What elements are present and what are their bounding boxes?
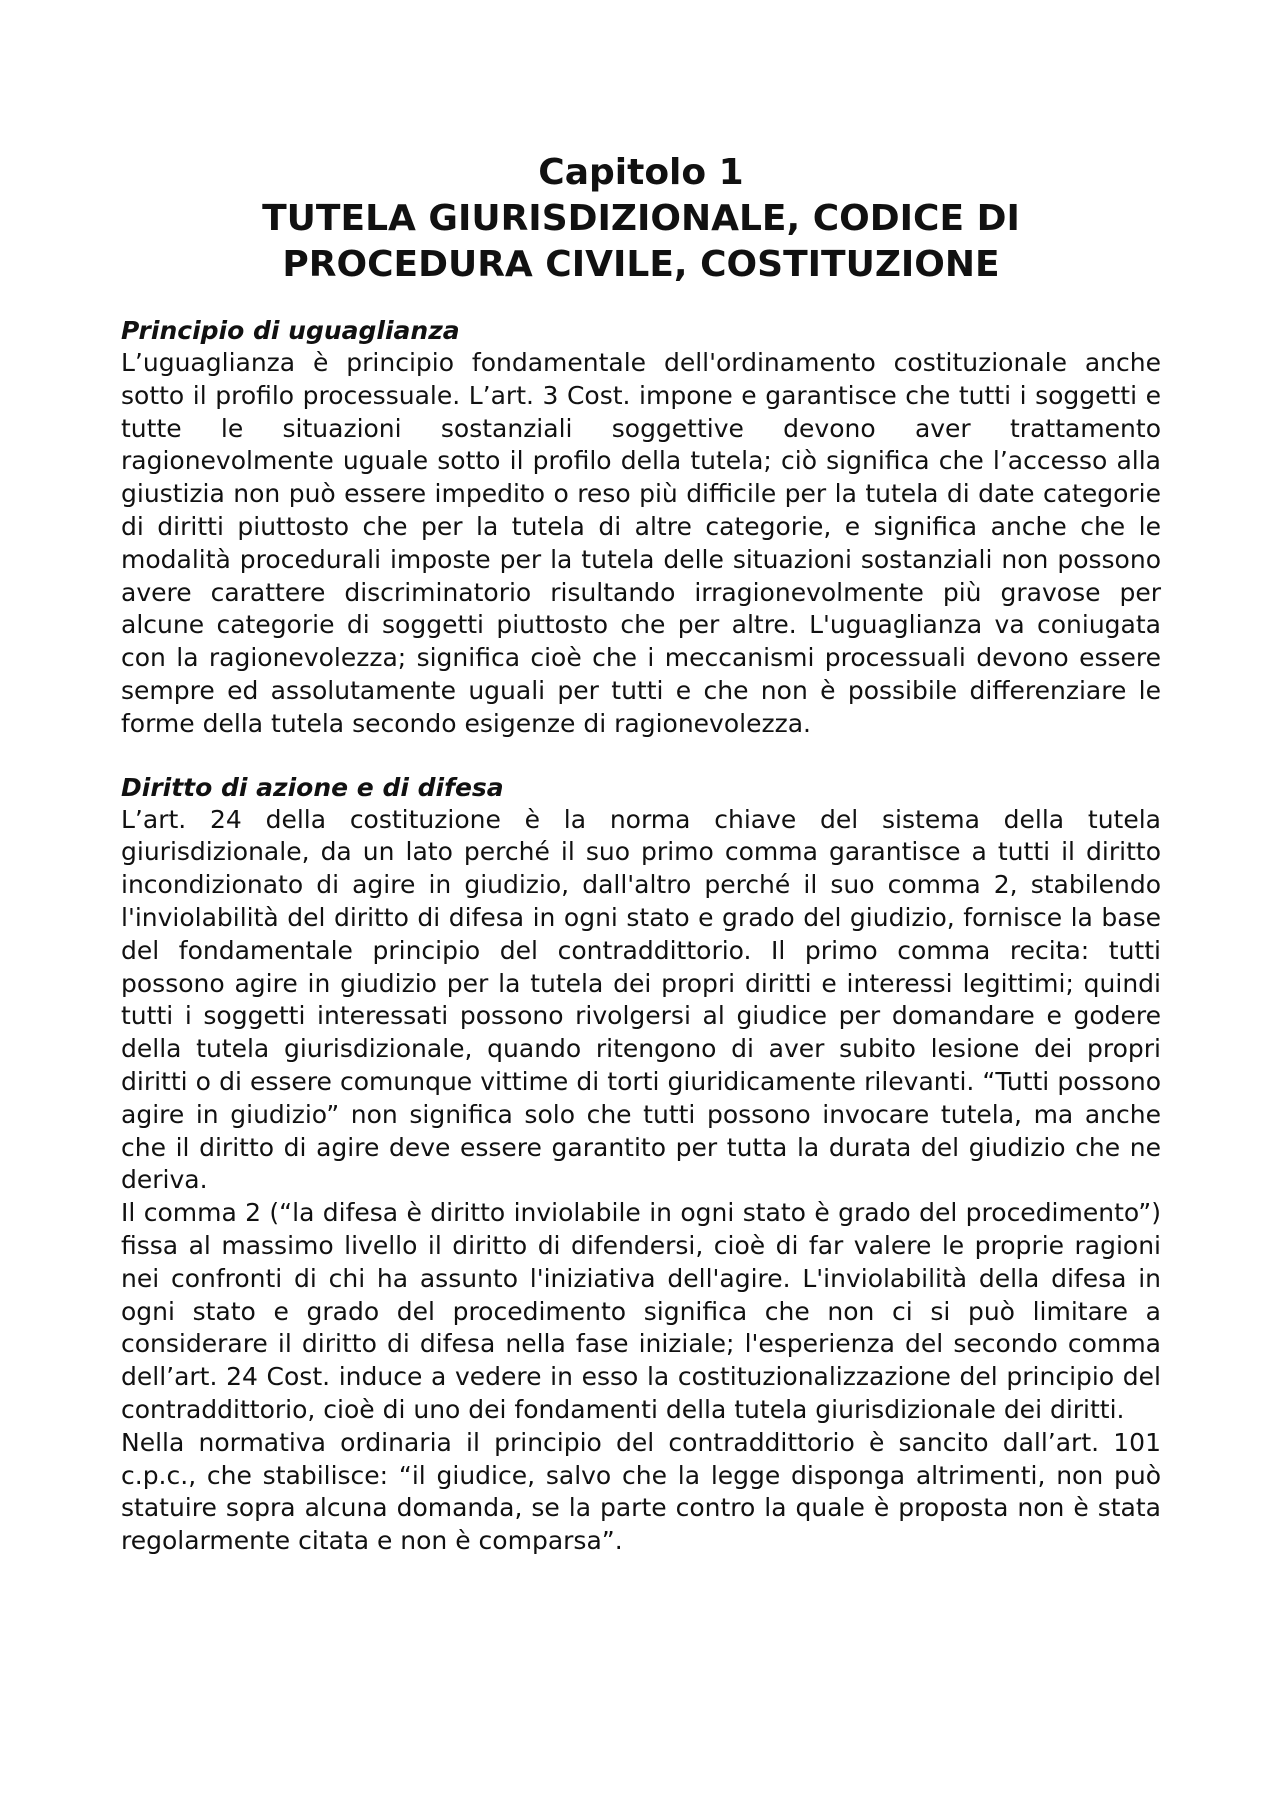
chapter-heading <box>121 150 1161 288</box>
paragraph: L’uguaglianza è principio fondamentale dell'ordinamento costituzionale anche sotto il profilo processuale. L’art. 3 Cost. impone e garantisce che tutti i soggetti e tutte le situazioni sostanziali soggettive devono aver trattamento ragionevolmente uguale sotto il profilo della tutela; ciò significa che l’accesso alla giustizia non può essere impedito o reso più difficile per la tutela di date categorie di diritti piuttosto che per la tutela di altre categorie, e significa anche che le modalità procedurali imposte per la tutela delle situazioni sostanziali non possono avere carattere discriminatorio risultando irragionevolmente più gravose per alcune categorie di soggetti piuttosto che per altre. L'uguaglianza va coniugata con la ragionevolezza; significa cioè che i meccanismi processuali devono essere sempre ed assolutamente uguali per tutti e che non è possibile differenziare le forme della tutela secondo esigenze di ragionevolezza. <box>121 348 1161 738</box>
paragraph: L’art. 24 della costituzione è la norma chiave del sistema della tutela giurisdizionale, da un lato perché il suo primo comma garantisce a tutti il diritto incondizionato di agire in giudizio, dall'altro perché il suo comma 2, stabilendo l'inviolabilità del diritto di difesa in ogni stato e grado del giudizio, fornisce la base del fondamentale principio del contraddittorio. Il primo comma recita: tutti possono agire in giudizio per la tutela dei propri diritti e interessi legittimi; quindi tutti i soggetti interessati possono rivolgersi al giudice per domandare e godere della tutela giurisdizionale, quando ritengono di aver subito lesione dei propri diritti o di essere comunque vittime di torti giuridicamente rilevanti. “Tutti possono agire in giudizio” non significa solo che tutti possono invocare tutela, ma anche che il diritto di agire deve essere garantito per tutta la durata del giudizio che ne deriva. <box>121 804 1161 1195</box>
chapter-title-line-2: PROCEDURA CIVILE, COSTITUZIONE <box>282 244 1000 285</box>
section-title: Principio di uguaglianza <box>121 316 460 345</box>
paragraph: Il comma 2 (“la difesa è diritto inviolabile in ogni stato è grado del procedimento”) fissa al massimo livello il diritto di difendersi, cioè di far valere le proprie ragioni nei confronti di chi ha assunto l'iniziativa dell'agire. L'inviolabilità della difesa in ogni stato e grado del procedimento significa che non ci si può limitare a considerare il diritto di difesa nella fase iniziale; l'esperienza del secondo comma dell’art. 24 Cost. induce a vedere in esso la costituzionalizzazione del principio del contraddittorio, cioè di uno dei fondamenti della tutela giurisdizionale dei diritti. <box>121 1198 1161 1424</box>
document-page <box>121 150 1161 1588</box>
section-diritto-azione-difesa <box>121 771 1161 1558</box>
paragraph: Nella normativa ordinaria il principio del contraddittorio è sancito dall’art. 101 c.p.c., che stabilisce: “il giudice, salvo che la legge disponga altrimenti, non può statuire sopra alcuna domanda, se la parte contro la quale è proposta non è stata regolarmente citata e non è comparsa”. <box>121 1427 1161 1556</box>
section-title: Diritto di azione e di difesa <box>121 772 504 802</box>
chapter-number: Capitolo 1 <box>538 152 744 193</box>
chapter-title-line-1: TUTELA GIURISDIZIONALE, CODICE DI <box>262 198 1020 239</box>
section-principio-uguaglianza <box>121 314 1161 741</box>
